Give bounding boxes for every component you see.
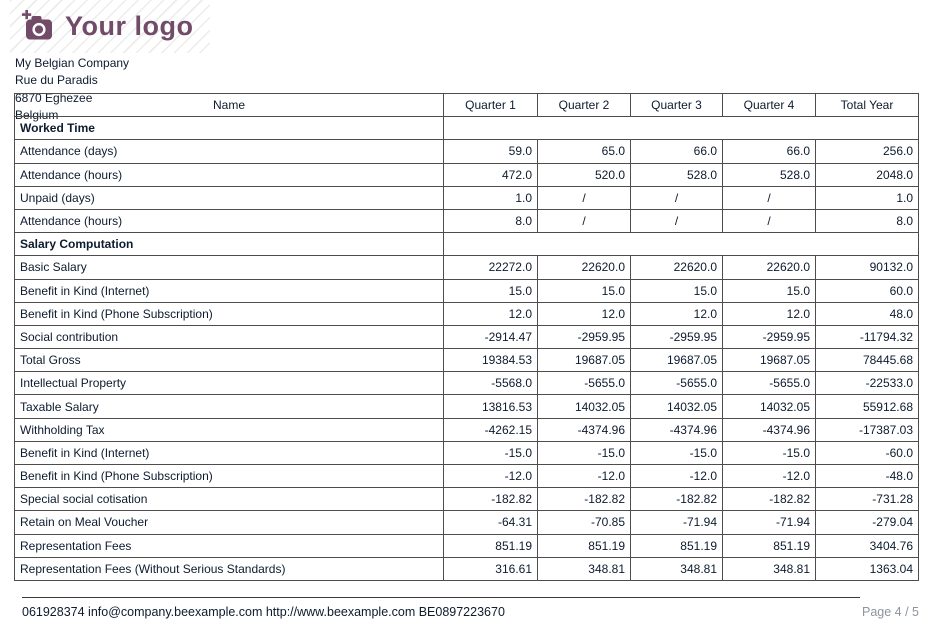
value-cell: -5655.0 [723, 372, 816, 395]
value-cell: 22620.0 [538, 256, 631, 279]
column-header-name: Name [15, 94, 444, 117]
value-cell: -22533.0 [816, 372, 919, 395]
value-cell: 65.0 [538, 140, 631, 163]
value-cell: / [631, 209, 723, 232]
table-row [15, 209, 919, 232]
value-cell: -182.82 [538, 488, 631, 511]
value-cell: 22620.0 [631, 256, 723, 279]
value-cell: -4374.96 [723, 418, 816, 441]
table-row [15, 372, 919, 395]
row-label: Attendance (hours) [15, 163, 444, 186]
value-cell: -64.31 [444, 511, 538, 534]
value-cell: 19687.05 [631, 349, 723, 372]
company-name: My Belgian Company [15, 56, 130, 70]
value-cell: 60.0 [816, 279, 919, 302]
table-section-row [15, 117, 919, 140]
value-cell: -12.0 [538, 465, 631, 488]
value-cell: -15.0 [538, 441, 631, 464]
value-cell: 8.0 [816, 209, 919, 232]
value-cell: 66.0 [631, 140, 723, 163]
logo-text: Your logo [65, 11, 194, 41]
row-label: Benefit in Kind (Internet) [15, 279, 444, 302]
value-cell: -4374.96 [631, 418, 723, 441]
section-spacer-cell [444, 117, 919, 140]
table-row [15, 418, 919, 441]
value-cell: 348.81 [538, 557, 631, 580]
value-cell: 15.0 [631, 279, 723, 302]
row-label: Basic Salary [15, 256, 444, 279]
address-city: 6870 Eghezee [15, 90, 93, 105]
value-cell: 851.19 [631, 534, 723, 557]
table-row [15, 557, 919, 580]
table-row [15, 441, 919, 464]
column-header-quarter-2: Quarter 2 [538, 94, 631, 117]
row-label: Social contribution [15, 325, 444, 348]
table-row [15, 186, 919, 209]
value-cell: 15.0 [723, 279, 816, 302]
table-row [15, 349, 919, 372]
value-cell: 15.0 [538, 279, 631, 302]
value-cell: 15.0 [444, 279, 538, 302]
value-cell: 1.0 [816, 186, 919, 209]
value-cell: -2959.95 [538, 325, 631, 348]
section-spacer-cell [444, 233, 919, 256]
table-row [15, 488, 919, 511]
table-row [15, 325, 919, 348]
row-label: Representation Fees (Without Serious Standards) [15, 557, 444, 580]
value-cell: -48.0 [816, 465, 919, 488]
value-cell: 528.0 [723, 163, 816, 186]
footer-divider [22, 597, 860, 598]
value-cell: -5568.0 [444, 372, 538, 395]
value-cell: -279.04 [816, 511, 919, 534]
column-header-total-year: Total Year [816, 94, 919, 117]
value-cell: -17387.03 [816, 418, 919, 441]
value-cell: 520.0 [538, 163, 631, 186]
value-cell: -11794.32 [816, 325, 919, 348]
row-label: Attendance (days) [15, 140, 444, 163]
value-cell: / [538, 186, 631, 209]
value-cell: -5655.0 [631, 372, 723, 395]
row-label: Benefit in Kind (Internet) [15, 441, 444, 464]
value-cell: 12.0 [444, 302, 538, 325]
value-cell: / [631, 186, 723, 209]
table-row [15, 465, 919, 488]
value-cell: 472.0 [444, 163, 538, 186]
value-cell: 55912.68 [816, 395, 919, 418]
value-cell: 12.0 [631, 302, 723, 325]
value-cell: / [723, 186, 816, 209]
table-row [15, 534, 919, 557]
value-cell: -2914.47 [444, 325, 538, 348]
column-header-quarter-1: Quarter 1 [444, 94, 538, 117]
value-cell: 22620.0 [723, 256, 816, 279]
company-logo [10, 0, 210, 53]
value-cell: -60.0 [816, 441, 919, 464]
value-cell: -71.94 [631, 511, 723, 534]
value-cell: -5655.0 [538, 372, 631, 395]
value-cell: -4262.15 [444, 418, 538, 441]
value-cell: -182.82 [631, 488, 723, 511]
table-row [15, 302, 919, 325]
value-cell: 8.0 [444, 209, 538, 232]
value-cell: 316.61 [444, 557, 538, 580]
row-label: Retain on Meal Voucher [15, 511, 444, 534]
value-cell: 13816.53 [444, 395, 538, 418]
value-cell: 59.0 [444, 140, 538, 163]
row-label: Representation Fees [15, 534, 444, 557]
table-row [15, 511, 919, 534]
value-cell: 66.0 [723, 140, 816, 163]
row-label: Unpaid (days) [15, 186, 444, 209]
table-section-row [15, 233, 919, 256]
address-street: Rue du Paradis [15, 73, 98, 88]
table-header-row [15, 94, 919, 117]
value-cell: 851.19 [538, 534, 631, 557]
value-cell: 12.0 [723, 302, 816, 325]
value-cell: 348.81 [723, 557, 816, 580]
value-cell: -15.0 [723, 441, 816, 464]
table-row [15, 395, 919, 418]
value-cell: 348.81 [631, 557, 723, 580]
table-row [15, 279, 919, 302]
row-label: Salary Computation [15, 233, 444, 256]
value-cell: -2959.95 [631, 325, 723, 348]
payslip-table [14, 93, 919, 581]
value-cell: 19687.05 [538, 349, 631, 372]
table-row [15, 163, 919, 186]
page-number: Page 4 / 5 [862, 605, 919, 619]
value-cell: -12.0 [444, 465, 538, 488]
row-label: Intellectual Property [15, 372, 444, 395]
value-cell: 1.0 [444, 186, 538, 209]
value-cell: 48.0 [816, 302, 919, 325]
value-cell: 22272.0 [444, 256, 538, 279]
column-header-quarter-3: Quarter 3 [631, 94, 723, 117]
row-label: Total Gross [15, 349, 444, 372]
column-header-quarter-4: Quarter 4 [723, 94, 816, 117]
row-label: Benefit in Kind (Phone Subscription) [15, 302, 444, 325]
value-cell: 3404.76 [816, 534, 919, 557]
address-country: Belgium [15, 107, 59, 122]
row-label: Attendance (hours) [15, 209, 444, 232]
row-label: Benefit in Kind (Phone Subscription) [15, 465, 444, 488]
value-cell: 14032.05 [631, 395, 723, 418]
value-cell: 256.0 [816, 140, 919, 163]
value-cell: 78445.68 [816, 349, 919, 372]
value-cell: 12.0 [538, 302, 631, 325]
table-row [15, 256, 919, 279]
value-cell: 90132.0 [816, 256, 919, 279]
value-cell: -15.0 [444, 441, 538, 464]
value-cell: -71.94 [723, 511, 816, 534]
value-cell: -4374.96 [538, 418, 631, 441]
value-cell: 2048.0 [816, 163, 919, 186]
value-cell: 14032.05 [723, 395, 816, 418]
footer-contact: 061928374 info@company.beexample.com http://www.beexample.com BE0897223670 [22, 605, 505, 619]
value-cell: -70.85 [538, 511, 631, 534]
value-cell: 1363.04 [816, 557, 919, 580]
row-label: Special social cotisation [15, 488, 444, 511]
row-label: Taxable Salary [15, 395, 444, 418]
value-cell: -182.82 [723, 488, 816, 511]
value-cell: -12.0 [723, 465, 816, 488]
camera-plus-icon [22, 10, 56, 43]
value-cell: 851.19 [444, 534, 538, 557]
value-cell: 19687.05 [723, 349, 816, 372]
value-cell: 851.19 [723, 534, 816, 557]
value-cell: -15.0 [631, 441, 723, 464]
value-cell: / [538, 209, 631, 232]
value-cell: / [723, 209, 816, 232]
table-row [15, 140, 919, 163]
value-cell: 528.0 [631, 163, 723, 186]
value-cell: 19384.53 [444, 349, 538, 372]
value-cell: -12.0 [631, 465, 723, 488]
value-cell: -182.82 [444, 488, 538, 511]
value-cell: -2959.95 [723, 325, 816, 348]
value-cell: 14032.05 [538, 395, 631, 418]
row-label: Worked Time [15, 117, 444, 140]
row-label: Withholding Tax [15, 418, 444, 441]
value-cell: -731.28 [816, 488, 919, 511]
